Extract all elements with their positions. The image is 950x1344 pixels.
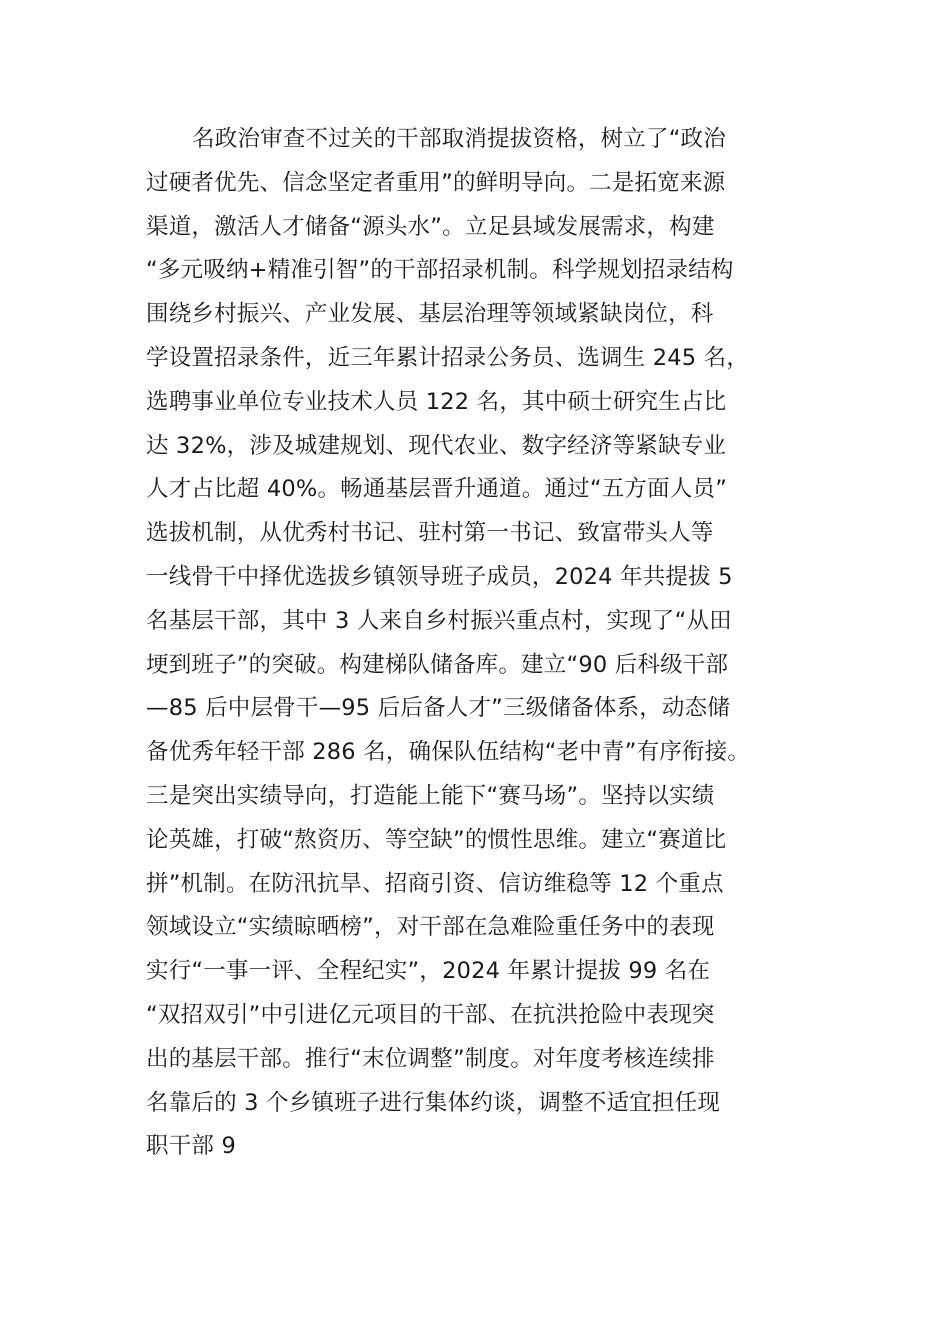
text-line: 三是突出实绩导向，打造能上能下“赛马场”。坚持以实绩 [146, 782, 715, 809]
text-line: 职干部 9 [146, 1133, 236, 1160]
text-line: 选拔机制，从优秀村书记、驻村第一书记、致富带头人等 [146, 520, 714, 547]
text-line: 达 32%，涉及城建规划、现代农业、数字经济等紧缺专业 [146, 432, 727, 459]
text-line: —85 后中层骨干—95 后后备人才”三级储备体系，动态储 [146, 695, 731, 722]
text-line: 一线骨干中择优选拔乡镇领导班子成员，2024 年共提拔 5 [146, 563, 733, 590]
text-line: 名政治审查不过关的干部取消提拔资格，树立了“政治 [192, 126, 726, 152]
text-line: 围绕乡村振兴、产业发展、基层治理等领域紧缺岗位，科 [146, 301, 714, 328]
text-line: “多元吸纳+精准引智”的干部招录机制。科学规划招录结构 [146, 257, 734, 284]
body-text [146, 118, 846, 1169]
text-line: 出的基层干部。推行“末位调整”制度。对年度考核连续排 [146, 1045, 715, 1072]
text-line: 埂到班子”的突破。构建梯队储备库。建立“90 后科级干部 [146, 651, 729, 678]
text-line: 拼”机制。在防汛抗旱、招商引资、信访维稳等 12 个重点 [146, 870, 724, 897]
text-line: 论英雄，打破“熬资历、等空缺”的惯性思维。建立“赛道比 [146, 826, 727, 853]
text-line: 备优秀年轻干部 286 名，确保队伍结构“老中青”有序衔接。 [146, 739, 751, 766]
text-line: “双招双引”中引进亿元项目的干部、在抗洪抢险中表现突 [146, 1001, 715, 1028]
text-line: 实行“一事一评、全程纪实”，2024 年累计提拔 99 名在 [146, 958, 711, 985]
text-line: 渠道，激活人才储备“源头水”。立足县域发展需求，构建 [146, 213, 715, 240]
text-line: 名靠后的 3 个乡镇班子进行集体约谈，调整不适宜担任现 [146, 1089, 721, 1116]
text-line: 学设置招录条件，近三年累计招录公务员、选调生 245 名， [146, 344, 750, 371]
text-line: 过硬者优先、信念坚定者重用”的鲜明导向。二是拓宽来源 [146, 169, 726, 196]
text-line: 人才占比超 40%。畅通基层晋升通道。通过“五方面人员” [146, 476, 728, 503]
text-line: 选聘事业单位专业技术人员 122 名，其中硕士研究生占比 [146, 388, 727, 415]
text-line: 领域设立“实绩晾晒榜”，对干部在急难险重任务中的表现 [146, 914, 715, 941]
text-line: 名基层干部，其中 3 人来自乡村振兴重点村，实现了“从田 [146, 607, 732, 634]
